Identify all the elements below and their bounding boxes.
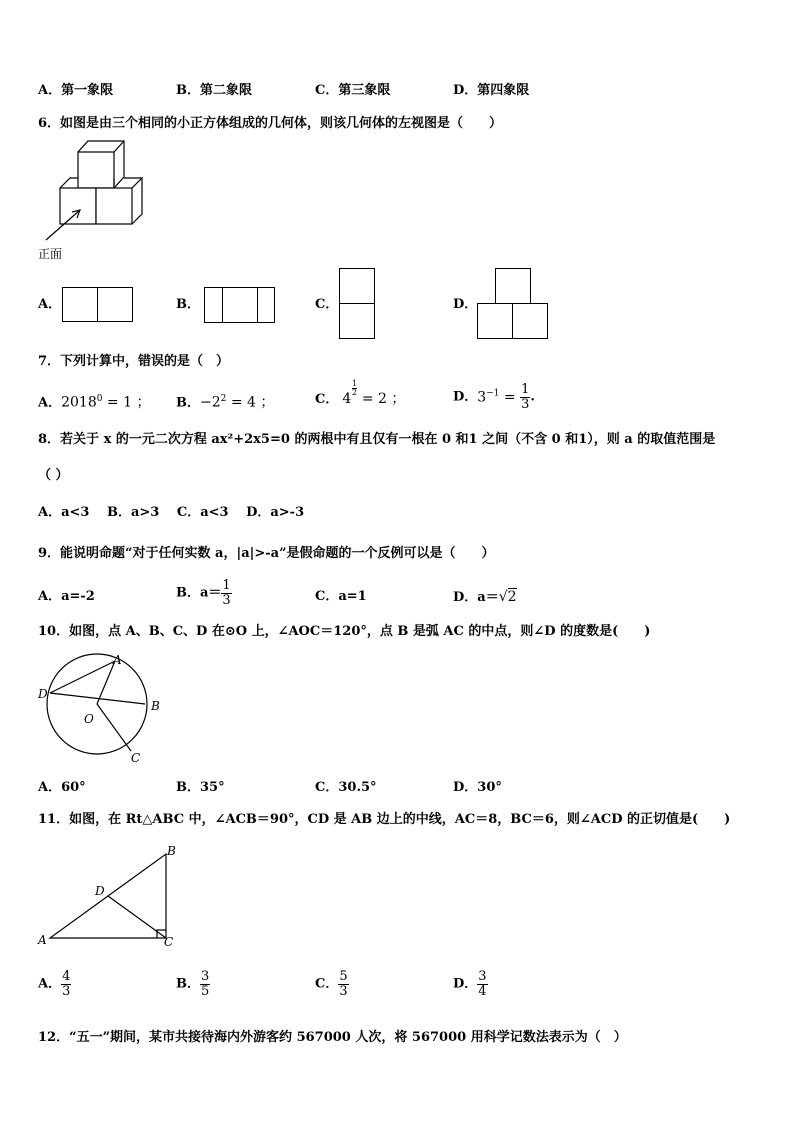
q7-stem: 7．下列计算中，错误的是（ ） xyxy=(38,354,230,369)
q9-option-a: A．a=-2 xyxy=(38,589,95,604)
q5-option-c: C．第三象限 xyxy=(315,83,391,98)
q11-triangle-figure xyxy=(38,840,178,950)
q10-label-d: D xyxy=(38,687,48,701)
q10-option-d: D．30° xyxy=(453,780,502,795)
q10-option-b: B．35° xyxy=(176,780,225,795)
q11-option-c: C． $\frac{5}{3}$ xyxy=(315,969,348,999)
q7-option-d: D．$3^{-1}$ = $\frac{1}{3}$ . xyxy=(453,382,535,412)
q10-option-a: A．60° xyxy=(38,780,86,795)
q6-front-label: 正面 xyxy=(38,247,63,261)
q12-stem: 12．“五一”期间，某市共接待海内外游客约 567000 人次，将 567000 用科学记数法表示为（ ） xyxy=(38,1030,627,1045)
q8-stem: 8．若关于 x 的一元二次方程 ax²+2x5=0 的两根中有且仅有一根在 0 和1 之间（不含 0 和1），则 a 的取值范围是 xyxy=(38,432,716,447)
q6-option-d-label: D． xyxy=(453,297,478,312)
q11-option-b: B． $\frac{3}{5}$ xyxy=(176,969,210,999)
q11-label-c: C xyxy=(164,935,174,949)
q6-option-c-label: C． xyxy=(315,297,339,312)
q9-option-c: C．a=1 xyxy=(315,589,367,604)
q11-option-a: A． $\frac{4}{3}$ xyxy=(38,969,71,999)
q10-label-b: B xyxy=(151,699,160,713)
q6-option-b-label: B． xyxy=(176,297,200,312)
q10-label-c: C xyxy=(131,751,141,765)
q6-stem: 6．如图是由三个相同的小正方体组成的几何体，则该几何体的左视图是（ ） xyxy=(38,116,503,131)
q7-option-c: C． 4 1 2 = 2 ； xyxy=(315,379,406,407)
q9-option-d: D．a＝√2 xyxy=(453,589,517,605)
q11-option-d: D． $\frac{3}{4}$ xyxy=(453,969,487,999)
q11-label-b: B xyxy=(167,844,176,858)
q10-stem: 10．如图，点 A、B、C、D 在⊙O 上，∠AOC＝120°，点 B 是弧 AC 的中点，则∠D 的度数是( ) xyxy=(38,624,651,639)
q6-option-a-label: A． xyxy=(38,297,62,312)
q10-label-o: O xyxy=(84,712,94,726)
q8-options: A．a<3 B．a>3 C．a<3 D．a>-3 xyxy=(38,505,305,520)
q11-label-d: D xyxy=(95,884,105,898)
q10-option-c: C．30.5° xyxy=(315,780,377,795)
q8-paren: （ ） xyxy=(38,468,69,483)
q11-label-a: A xyxy=(38,933,47,947)
q5-option-d: D．第四象限 xyxy=(453,83,530,98)
q7-option-b: B．$-2^2 = 4$ ； xyxy=(176,394,275,411)
q9-option-b: B．a＝ $\frac{1}{3}$ xyxy=(176,578,231,608)
q11-stem: 11．如图，在 Rt△ABC 中，∠ACB＝90°，CD 是 AB 边上的中线，AC＝8，BC＝6，则∠ACD 的正切值是( ) xyxy=(38,812,731,827)
q9-stem: 9．能说明命题“对于任何实数 a，|a|>-a”是假命题的一个反例可以是（ ） xyxy=(38,546,495,561)
q5-option-b: B．第二象限 xyxy=(176,83,252,98)
q10-label-a: A xyxy=(113,653,122,667)
q5-option-a: A．第一象限 xyxy=(38,83,114,98)
q7-option-a: A．$2018^0 = 1$ ； xyxy=(38,394,151,411)
